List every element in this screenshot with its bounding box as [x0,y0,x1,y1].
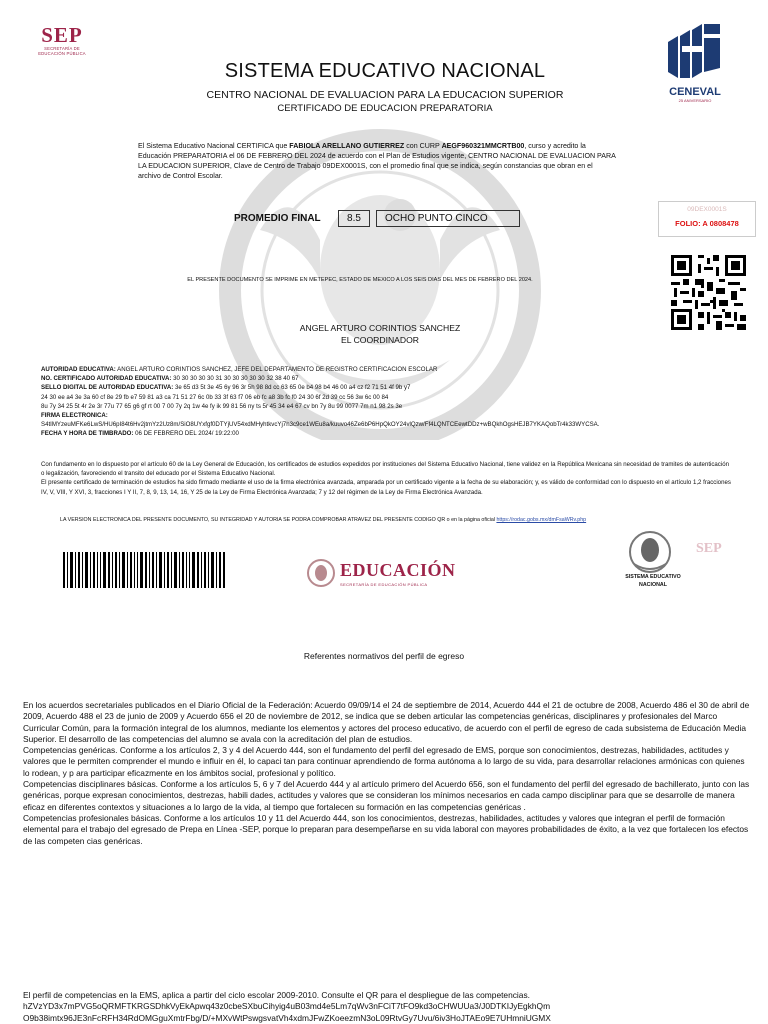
promedio-label: PROMEDIO FINAL [234,212,321,224]
eagle-emblem-icon [306,558,336,588]
ceneval-wordmark: CENEVAL [669,86,721,98]
sep-logo [34,24,90,56]
section-title: Referentes normativos del perfil de egreso [303,651,465,661]
certificate-number-line [41,374,731,383]
certificate-number-value: 30 30 30 30 30 31 30 30 30 30 30 32 38 40 67 [171,375,299,383]
institution-name: CENTRO NACIONAL DE EVALUACION PARA LA EDUCACION SUPERIOR [206,89,564,101]
national-shield-icon [624,530,676,574]
electronic-signature-value: S4tIMYzeuMFKe6LwS/HU6pI84t6Hv2jtmYz2Uz8m/SiO8UYxfgf0DTYjUV54xdMHyhtkvcYj7h3c9ce1WEu8a/kuuvo46Ze6bP6HpQkOY24vlQzw/Ff4LQNTCEewtDDz+wBQkhOgsHEJB7YKAQobTr4k33WYCSA. [41,421,600,429]
signer-block [230,322,530,346]
signature-validity-paragraph: El presente certificado de terminación de estudios ha sido firmado mediante el uso de la firma electrónica avanzada, amparada por un certificado vigente a la fecha de su elaboración; y, es válido de conformidad con lo dispuesto en el artículo 1,2 fracciones IV, V, VIII, Y XVI, 3, fracciones I Y II, 7, 8, 9, 13, 14, 16, Y 25 de la Ley de Firma Electrónica Avanzada; 7 y 12 del régimen de la Ley de Firma Electrónica Avanzada. [41,479,731,496]
paragraph-profesionales: Competencias profesionales básicas. Conforme a los artículos 10 y 11 del Acuerdo 444, son los conocimientos, destrezas, habilidades, actitudes y valores que integran el perfil de formación elemental para el trabajo del egresado de Prepa en Línea -SEP, porque lo preparan para desempeñarse en su vida laboral con mayores probabilidades de éxito, a la vez que fortalecen los efectos de las competen cias genéricas. [23,812,749,846]
student-curp: AEGF960321MMCRTB00 [441,142,525,150]
place-and-date: EL PRESENTE DOCUMENTO SE IMPRIME EN METEPEC, ESTADO DE MEXICO A LOS SEIS DIAS DEL MES DE FEBRERO DEL 2024. [187,277,533,283]
ceneval-logo [660,20,730,103]
verification-text: LA VERSION ELECTRONICA DEL PRESENTE DOCUMENTO, SU INTEGRIDAD Y AUTORIA SE PODRA COMPROBAR ATRAVEZ DEL PRESENTE CODIGO QR o en la página oficial [60,517,497,523]
paragraph-genericas: Competencias genéricas. Conforme a los artículos 2, 3 y 4 del Acuerdo 444, son el fundamento del perfil del egresado de EMS, porque son conocimientos, destrezas, habilidades, actitudes y valores que le permiten comprender el mundo e influir en él, lo capaci tan para continuar aprendiendo de forma autónoma a lo largo de su vida, para desarrollar relaciones armónicas con quienes lo rodean, y p ara participar eficazmente en los ámbitos social, profesional y político. [23,745,745,778]
paragraph-acuerdos: En los acuerdos secretariales publicados en el Diario Oficial de la Federación: Acuerdo 09/09/14 el 24 de septiembre de 2014, Acuerdo 444 el 21 de octubre de 2008, Acuerdo 486 el 30 de abril de 2009, Acuerdo 488 el 23 de junio de 2009 y Acuerdo 656 el 20 de noviembre de 2012, se indica que se deben articular las competencias genéricas, disciplinares y profesionales del Marco Curricular Común, para la formación integral de los alumnos, mediante los elementos y actores del proceso educativo, de acuerdo con el perfil de egreso de cada subsistema de Educación Media Superior. El desarrollo de las competencias del alumno se avala con la acreditación del plan de estudios. [23,700,750,744]
promedio-words: OCHO PUNTO CINCO [376,210,520,227]
digital-seal-value: 3e 65 d3 5t 3e 45 6y 96 3r 5h 98 8d cc 63 65 0e b4 98 b4 46 00 a4 cz f2 71 51 4f 9b y7 [173,384,411,392]
legal-basis [41,460,731,497]
sep-logo-subtitle: SECRETARÍA DE EDUCACIÓN PÚBLICA [38,46,86,56]
hash-line-2: O9b38imtx96JE3nFcRFH34RdOMGguXmtrFbg/D/+MXvWtPswgsvatVh4xdmJFwZKoeezmN3oL09RtvGy7Uvu/6iv3HoJTAEo9E7UHmniUGMX [23,1012,551,1023]
school-code: 09DEX0001S [687,206,727,213]
ceneval-anniversary: 25 ANIVERSARIO [678,98,712,103]
perfil-block [23,990,751,1024]
statement-part1: El Sistema Educativo Nacional CERTIFICA que [138,142,290,150]
authority-label: AUTORIDAD EDUCATIVA: [41,366,116,373]
certificate-number-label: NO. CERTIFICADO AUTORIDAD EDUCATIVA: [41,375,172,383]
timestamp-label: FECHA Y HORA DE TIMBRADO: [41,430,134,438]
educacion-wordmark: EDUCACIÓN [340,559,456,580]
document-title: SISTEMA EDUCATIVO NACIONAL [224,60,546,82]
verification-link[interactable]: https://rodac.gobs.mx/dmFsaWRv.php [496,517,587,523]
ceneval-emblem-icon [660,20,730,80]
promedio-row [226,209,520,227]
sistema-educativo-label [598,574,708,589]
certificate-statement [138,141,616,181]
digital-seal-line-2: 24 30 ee a4 3e 3a 60 cf 8e 29 fb e7 59 81 a3 ca 71 51 27 6c 0b 33 3f 63 f7 06 eb fc a8 3b fc f0 24 30 6f 2d 39 cc 56 3w 6c 00 84 [41,393,389,401]
sep-small-logo: SEP [696,541,722,556]
electronic-signature-heading: FIRMA ELECTRONICA: [41,412,108,420]
statement-part3: , curso y acredito la Educación PREPARATORIA el 06 DE FEBRERO DEL 2024 de acuerdo con el Plan de Estudios vigente, CENTRO NACIONAL DE EVALUACION PARA LA EDUCACION SUPERIOR, Clave de Centro de Trabajo 09DEX0001S, con el promedio final que se indica, según constancias que obran en el archivo de Control Escolar. [138,142,616,180]
normative-references [23,700,751,847]
perfil-text: El perfil de competencias en la EMS, aplica a partir del ciclo escolar 2009-2010. Consulte el QR para el despliegue de las competencias. [23,990,530,1000]
electronic-signature-label [41,411,731,420]
certificate-type: CERTIFICADO DE EDUCACION PREPARATORIA [277,103,493,114]
hash-line-1: hZVzYD3x7mPVG5oQRMFTKRGSDhkVyEkApwq43z0cbeSXbuCihyig4uB03md4e5Lm7qWv3nFCiT7tFO9kd3oCHWUUa3/J0DTKIJyEgkhQm [23,1001,551,1012]
timestamp-line [41,429,731,438]
authority-line [41,365,731,374]
verification-notice [60,517,700,523]
sep-logo-mark: SEP [41,23,83,47]
student-name: FABIOLA ARELLANO GUTIERREZ [289,142,405,150]
folio-number: FOLIO: A 0808478 [675,219,739,228]
authority-block [41,365,731,439]
signer-title: EL COORDINADOR [341,335,419,345]
qr-code-icon[interactable] [671,255,746,330]
paragraph-disciplinares: Competencias disciplinares básicas. Conforme a los artículos 5, 6 y 7 del Acuerdo 444 y al artículo primero del Acuerdo 656, son el fundamento del perfil del egresado de bachillerato, junto con las genéricas, porque expresan conocimientos, destrezas, habili dades, actitudes y valores que se consideran los mínimos necesarios en cada campo disciplinar para que se desarrolle de manera eficaz en diferentes contextos y situaciones a lo largo de la vida, al tiempo que fortalecen su formación en las competencias genéricas . [23,779,750,812]
digital-seal-line [41,383,731,392]
statement-part2: con CURP [404,142,442,150]
digital-seal-line-3: 8u 7y 34 25 5t 4r 2e 3r 77u 77 65 g6 gf rt 00 7 00 7y 2q 1w 4e fy ik 99 81 56 ny ts 5r 45 34 e4 67 cv bn 7y 8u 99 0077 7m n1 98 2s 3e [41,402,403,410]
timestamp-value: 06 DE FEBRERO DEL 2024/ 19:22:00 [133,430,239,438]
sistema-educativo-line1: SISTEMA EDUCATIVO [625,574,681,580]
educacion-subtitle: SECRETARÍA DE EDUCACIÓN PÚBLICA [340,581,428,587]
signer-name: ANGEL ARTURO CORINTIOS SANCHEZ [299,323,461,333]
legal-basis-paragraph: Con fundamento en lo dispuesto por el artículo 60 de la Ley General de Educación, los certificados de estudios expedidos por instituciones del Sistema Educativo Nacional, tiene validez en la República Mexicana sin necesidad de tramites de autenticación o legalización, favoreciendo el transito del educado por el Sistema Educativo Nacional. [41,461,729,478]
authority-value: ANGEL ARTURO CORINTIOS SANCHEZ, JEFE DEL DEPARTAMENTO DE REGISTRO CERTIFICACION ESCOLAR [115,366,438,373]
folio-box [658,201,756,237]
barcode-icon [63,552,225,588]
promedio-value: 8.5 [338,210,370,227]
digital-seal-label: SELLO DIGITAL DE AUTORIDAD EDUCATIVA: [41,384,174,392]
educacion-logo [306,558,456,588]
sistema-educativo-line2: NACIONAL [639,581,667,588]
